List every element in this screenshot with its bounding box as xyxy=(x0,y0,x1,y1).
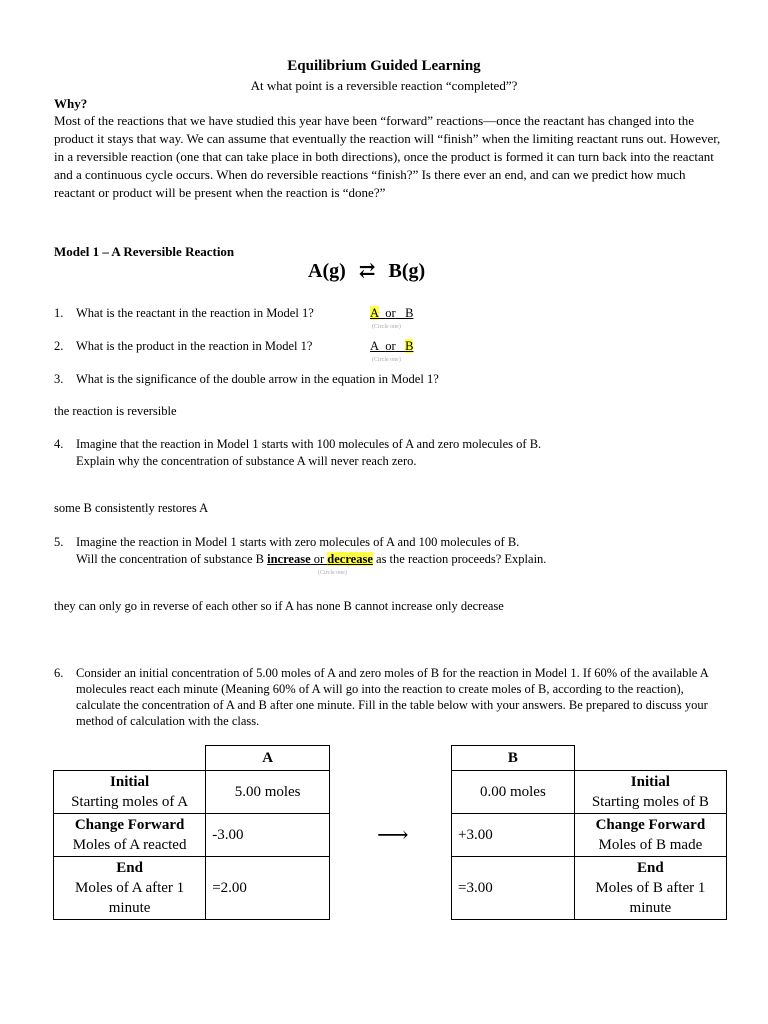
answer-3[interactable]: the reaction is reversible xyxy=(54,404,177,418)
equilibrium-arrow-icon: ⇄ xyxy=(358,260,376,282)
equation-right: B(g) xyxy=(388,260,426,282)
row-label: Change Forward Moles of B made xyxy=(574,814,726,857)
table-row xyxy=(452,857,727,920)
question-number: 4. xyxy=(54,437,64,451)
circle-hint: (Circle one) xyxy=(372,324,401,330)
reaction-equation xyxy=(308,258,425,283)
table-a xyxy=(53,745,330,920)
question-number: 1. xyxy=(54,306,64,320)
why-heading: Why? xyxy=(54,96,88,111)
choice-or: or xyxy=(310,552,328,566)
choice-or: or xyxy=(385,306,396,320)
choice-a[interactable]: A xyxy=(370,306,380,320)
question-text-line1: Imagine the reaction in Model 1 starts with zero molecules of A and 100 molecules of B. xyxy=(76,535,520,549)
circle-hint: (Circle one) xyxy=(318,570,347,576)
line2-suffix: as the reaction proceeds? Explain. xyxy=(372,552,547,566)
table-row xyxy=(54,857,330,920)
model-heading: Model 1 – A Reversible Reaction xyxy=(54,244,235,259)
table-a-header: A xyxy=(206,746,330,771)
table-row xyxy=(452,771,727,814)
row-label: Initial Starting moles of B xyxy=(574,771,726,814)
question-number: 3. xyxy=(54,372,64,386)
question-6 xyxy=(0,665,768,731)
choice-a[interactable]: A xyxy=(370,339,380,353)
table-b-header: B xyxy=(452,746,575,771)
table-row xyxy=(54,771,330,814)
question-text-line2: Explain why the concentration of substance A will never reach zero. xyxy=(76,454,417,468)
question-1 xyxy=(0,305,768,335)
equation-left: A(g) xyxy=(308,260,346,282)
row-label: Change Forward Moles of A reacted xyxy=(54,814,206,857)
row-value[interactable]: =3.00 xyxy=(452,857,575,920)
question-number: 2. xyxy=(54,339,64,353)
table-row xyxy=(452,814,727,857)
right-arrow-icon: ⟶ xyxy=(377,822,409,847)
question-text-line1: Imagine that the reaction in Model 1 starts with 100 molecules of A and zero molecules of B. xyxy=(76,437,542,451)
line2-prefix: Will the concentration of substance B xyxy=(76,552,268,566)
question-number: 5. xyxy=(54,535,64,549)
choice-b[interactable]: B xyxy=(405,306,414,320)
table-b xyxy=(451,745,727,920)
question-2 xyxy=(0,338,768,368)
row-value[interactable]: 0.00 moles xyxy=(452,771,575,814)
choice-b[interactable]: B xyxy=(405,339,414,353)
table-row xyxy=(54,814,330,857)
question-text: What is the reactant in the reaction in Model 1? xyxy=(76,306,314,320)
choice-decrease[interactable]: decrease xyxy=(327,552,373,566)
question-text: What is the product in the reaction in Model 1? xyxy=(76,339,313,353)
answer-5[interactable]: they can only go in reverse of each other so if A has none B cannot increase only decrease xyxy=(54,599,504,613)
answer-4[interactable]: some B consistently restores A xyxy=(54,501,209,515)
why-paragraph: Most of the reactions that we have studied this year have been “forward” reactions—once the reactant has changed into the product it stays that way. We can assume that eventually the reaction will “finish” when the limiting reactant runs out. However, in a reversible reaction (one that can take place in both directions), once the product is formed it can turn back into the reactant and a continuous cycle occurs. When do reversible reactions “finish?” Is there ever an end, and can we predict how much reactant or product will be present when the reaction is “done?” xyxy=(54,113,721,200)
row-value[interactable]: =2.00 xyxy=(206,857,330,920)
question-3 xyxy=(0,371,768,389)
row-value[interactable]: -3.00 xyxy=(206,814,330,857)
page-title: Equilibrium Guided Learning xyxy=(287,58,481,74)
choice-increase[interactable]: increase xyxy=(267,552,311,566)
question-text: What is the significance of the double arrow in the equation in Model 1? xyxy=(76,372,439,386)
row-label: End Moles of A after 1 minute xyxy=(54,857,206,920)
row-value[interactable]: 5.00 moles xyxy=(206,771,330,814)
question-text: Consider an initial concentration of 5.00 moles of A and zero moles of B for the reaction in Model 1. If 60% of the available A molecules react each minute (Meaning 60% of A will go into the reaction to create moles of B, according to the reaction), calculate the concentration of A and B after one minute. Fill in the table below with your answers. Be prepared to discuss your method of calculation with the class. xyxy=(76,666,709,728)
question-number: 6. xyxy=(54,666,64,680)
row-label: End Moles of B after 1 minute xyxy=(574,857,726,920)
question-text-line2 xyxy=(76,551,546,567)
row-value[interactable]: +3.00 xyxy=(452,814,575,857)
question-5 xyxy=(0,534,768,574)
circle-hint: (Circle one) xyxy=(372,357,401,363)
choice-or: or xyxy=(385,339,396,353)
row-label: Initial Starting moles of A xyxy=(54,771,206,814)
question-4 xyxy=(0,436,768,470)
page-subtitle: At what point is a reversible reaction “completed”? xyxy=(250,78,518,93)
